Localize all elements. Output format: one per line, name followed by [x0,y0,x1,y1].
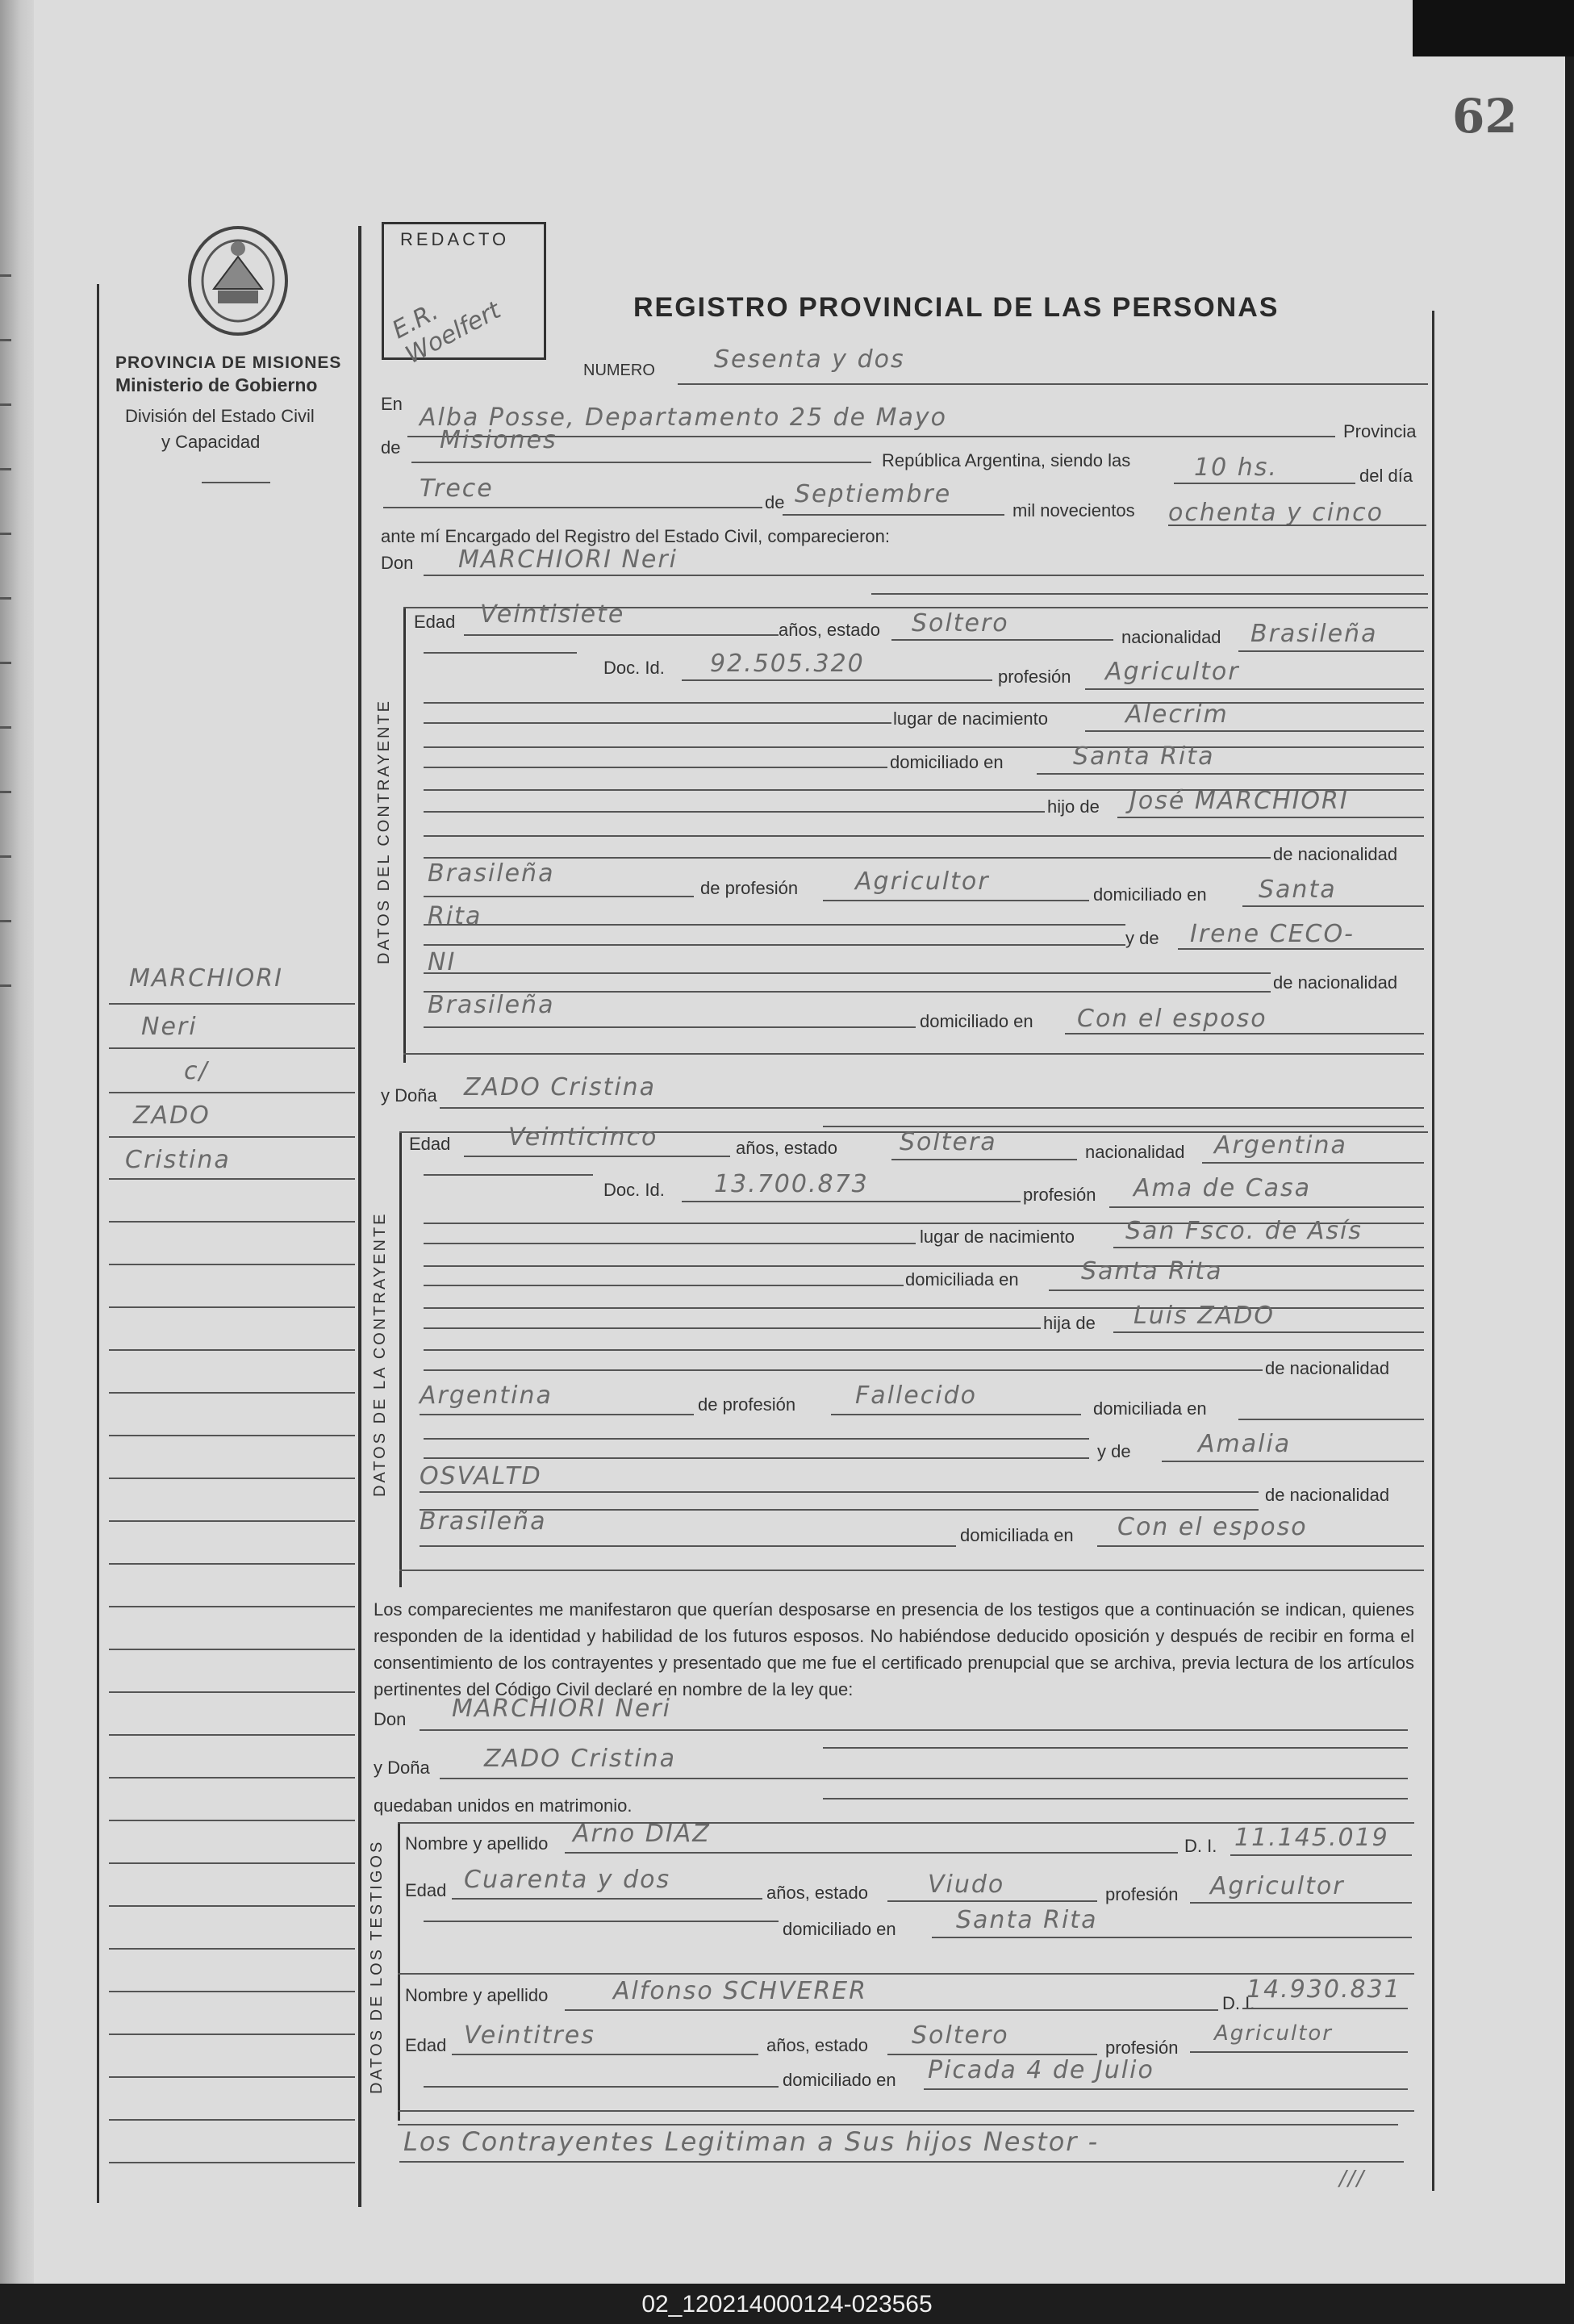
f-dom3-label: domiciliada en [960,1525,1074,1545]
t2-edad-label: Edad [405,2035,447,2055]
don-label: Don [381,553,414,573]
mil-label: mil novecientos [1012,500,1135,520]
margin-name-2: Neri [141,1013,198,1041]
mes-label: de [765,492,785,512]
t2-dom-value: Picada 4 de Julio [928,2056,1154,2084]
provincia-label: Provincia [1343,421,1417,441]
f-padre-prof-value: Fallecido [855,1381,977,1410]
c-estado-value: Soltero [912,609,1009,637]
redacto-box [382,222,546,370]
numero-value: Sesenta y dos [714,345,905,374]
legal-paragraph: Los comparecientes me manifestaron que querían desposarse en presencia de los testigos que a continuación se indican, quienes responden de la identidad y habilidad de los futuros esposos. No habiéndose deducido oposición y después de recibir en forma el consentimiento de los contrayentes y presentado que me fue el certificado prenupcial que se archiva, previa lectura de los artículos pertinentes del Código Civil declaré en nombre de la ley que: [374,1599,1414,1699]
anio-value: ochenta y cinco [1168,499,1384,527]
f-madre-value-1: Amalia [1198,1430,1292,1458]
f-doc-value: 13.700.873 [714,1170,869,1198]
c-hijo-label: hijo de [1047,796,1100,817]
c-nac-value: Brasileña [1250,620,1378,648]
c-madre-value-2: NI [428,948,457,976]
c-padre-prof-value: Agricultor [855,867,990,896]
union-don-value: MARCHIORI Neri [452,1695,672,1723]
c-dom-value: Santa Rita [1073,742,1215,771]
margin-name-1: MARCHIORI [129,964,283,993]
margin-name-5: Cristina [125,1146,231,1174]
t2-estado-value: Soltero [912,2021,1009,2050]
c-edad-label: Edad [414,612,456,632]
f-nac-label: nacionalidad [1085,1142,1185,1162]
f-dom2-label: domiciliada en [1093,1398,1207,1419]
de-value: Misiones [440,426,557,454]
office-underline [202,482,270,483]
province-name: PROVINCIA DE MISIONES [115,353,342,372]
f-nac-value: Argentina [1214,1131,1347,1160]
dona-value: ZADO Cristina [464,1073,657,1101]
f-dom-label: domiciliada en [905,1269,1019,1289]
c-y-de-label: y de [1125,928,1159,948]
t1-di-label: D. I. [1184,1836,1217,1856]
t1-nombre-label: Nombre y apellido [405,1833,549,1854]
t1-estado-value: Viudo [928,1870,1005,1899]
f-prof-label: profesión [1023,1185,1096,1205]
testigos-section-label: DATOS DE LOS TESTIGOS [368,1839,386,2094]
t1-di-value: 11.145.019 [1234,1824,1389,1852]
c-dom3-label: domiciliado en [920,1011,1033,1031]
del-dia-label: del día [1359,466,1413,486]
mes-value: Septiembre [795,480,952,508]
redacto-signature: E.R. Woelfert [387,296,506,370]
f-doc-label: Doc. Id. [603,1180,665,1200]
c-nac-label: nacionalidad [1121,627,1221,647]
c-lugar-label: lugar de nacimiento [893,708,1049,729]
c-madre-dom-value: Con el esposo [1077,1005,1267,1033]
numero-label: NUMERO [583,362,655,379]
c-edad-value: Veintisiete [480,600,625,629]
book-binding [0,0,34,2284]
f-padre-value: Luis ZADO [1134,1302,1275,1330]
f-de-nac-label: de nacionalidad [1265,1358,1390,1378]
f-lugar-value: San Fsco. de Asís [1125,1217,1363,1245]
c-dom2-label: domiciliado en [1093,884,1207,905]
c-padre-nac-value: Brasileña [428,859,555,888]
c-madre-nac-value: Brasileña [428,991,555,1019]
c-doc-label: Doc. Id. [603,658,665,678]
f-lugar-label: lugar de nacimiento [920,1227,1075,1247]
hora-value: 10 hs. [1194,454,1278,482]
contrayenta-bracket [399,1131,402,1587]
en-value: Alba Posse, Departamento 25 de Mayo [420,403,947,432]
c-padre-value: José MARCHIORI [1129,787,1349,815]
de-label: de [381,437,401,458]
margin-name-4: ZADO [133,1101,211,1130]
note-mark: /// [1339,2167,1366,2191]
f-padre-nac-value: Argentina [420,1381,553,1410]
t2-nombre-value: Alfonso SCHVERER [613,1977,867,2005]
testigos-bracket [398,1822,400,2121]
note-text: Los Contrayentes Legitiman a Sus hijos Nestor - [403,2126,1100,2157]
t1-edad-value: Cuarenta y dos [464,1866,671,1894]
f-edad-label: Edad [409,1134,451,1154]
c-lugar-value: Alecrim [1125,700,1229,729]
union-don-label: Don [374,1709,407,1729]
c-doc-value: 92.505.320 [710,650,865,678]
c-de-prof-label: de profesión [700,878,799,898]
republica-label: República Argentina, siendo las [882,450,1131,470]
f-hija-label: hija de [1043,1313,1096,1333]
dona-label: y Doña [381,1085,437,1106]
c-estado-label: años, estado [779,620,880,640]
redacto-label: REDACTO [400,229,510,249]
page-number: 62 [1452,89,1518,144]
c-de-nac-label: de nacionalidad [1273,844,1398,864]
t2-nombre-label: Nombre y apellido [405,1985,549,2005]
f-y-de-label: y de [1097,1441,1131,1461]
f-madre-value-2: OSVALTD [420,1462,542,1490]
form-right-rule [1432,311,1434,2191]
contrayente-bracket [403,607,406,1063]
don-value: MARCHIORI Neri [458,545,678,574]
t1-prof-label: profesión [1105,1884,1179,1904]
t2-estado-label: años, estado [766,2035,868,2055]
f-estado-label: años, estado [736,1138,837,1158]
f-edad-value: Veinticinco [508,1123,658,1152]
t1-dom-label: domiciliado en [783,1919,896,1939]
t2-dom-label: domiciliado en [783,2070,896,2090]
f-de-prof-label: de profesión [698,1394,796,1415]
union-dona-value: ZADO Cristina [484,1745,677,1773]
c-padre-dom-value-2: Rita [428,902,482,930]
f-madre-nac-value: Brasileña [420,1507,547,1536]
c-prof-label: profesión [998,667,1071,687]
t2-prof-label: profesión [1105,2038,1179,2058]
f-madre-dom-value: Con el esposo [1117,1513,1308,1541]
division-line-1: División del Estado Civil [125,406,315,426]
t2-edad-value: Veintitres [464,2021,595,2050]
t1-edad-label: Edad [405,1880,447,1900]
t2-di-value: 14.930.831 [1246,1975,1401,2004]
division-line-2: y Capacidad [161,432,261,452]
margin-left-rule [97,284,99,2203]
c-madre-value-1: Irene CECO- [1190,920,1355,948]
book-corner [1413,0,1574,56]
en-label: En [381,394,403,414]
ministry-name: Ministerio de Gobierno [115,374,318,395]
scan-id: 02_120214000124-023565 [0,2285,1574,2324]
f-estado-value: Soltera [900,1128,997,1156]
document-title: REGISTRO PROVINCIAL DE LAS PERSONAS [633,292,1280,323]
t1-estado-label: años, estado [766,1883,868,1903]
margin-name-3: c/ [184,1057,209,1085]
contrayente-section-label: DATOS DEL CONTRAYENTE [375,699,393,964]
f-de-nac-label-2: de nacionalidad [1265,1485,1390,1505]
c-padre-dom-value-1: Santa [1259,876,1337,904]
union-dona-label: y Doña [374,1758,430,1778]
f-dom-value: Santa Rita [1081,1257,1223,1285]
t1-prof-value: Agricultor [1210,1872,1345,1900]
c-prof-value: Agricultor [1105,658,1240,686]
c-dom-label: domiciliado en [890,752,1004,772]
provincial-seal-icon [186,224,290,337]
t1-nombre-value: Arno DIAZ [573,1820,711,1848]
t2-prof-value: Agricultor [1214,2021,1333,2046]
union-closing: quedaban unidos en matrimonio. [374,1795,633,1816]
t2-di-label: D. I. [1222,1993,1255,2013]
margin-right-rule [358,226,361,2207]
ante-label: ante mí Encargado del Registro del Estado Civil, comparecieron: [381,526,890,546]
contrayenta-section-label: DATOS DE LA CONTRAYENTE [371,1211,389,1497]
c-de-nac-label-2: de nacionalidad [1273,972,1398,993]
t1-dom-value: Santa Rita [956,1906,1098,1934]
f-prof-value: Ama de Casa [1134,1174,1312,1202]
dia-value: Trece [420,474,494,503]
